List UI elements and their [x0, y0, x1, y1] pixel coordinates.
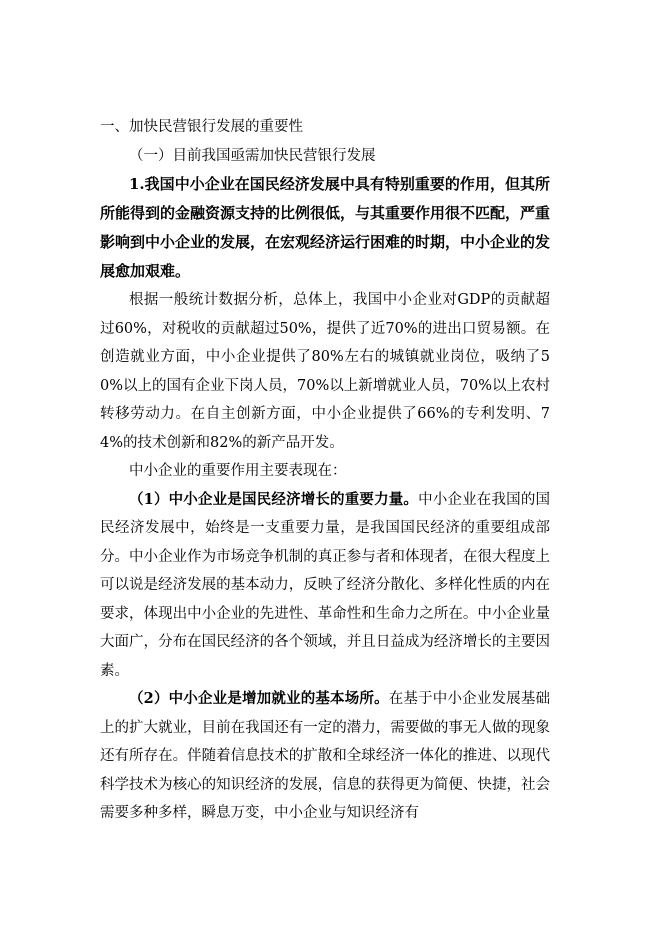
- point-1-paragraph: 1.我国中小企业在国民经济发展中具有特别重要的作用，但其所所能得到的金融资源支持的比例很低，与其重要作用很不匹配，严重影响到中小企业的发展，在宏观经济运行困难的时期，中小企业的发展愈加艰难。: [100, 175, 551, 280]
- item-2-lead: （2）中小企业是增加就业的基本场所。: [129, 690, 389, 707]
- item-2-body: 在基于中小企业发展基础上的扩大就业，目前在我国还有一定的潜力，需要做的事无人做的现象还有所存在。伴随着信息技术的扩散和全球经济一体化的推进、以现代科学技术为核心的知识经济的发展，信息的获得更为简便、快捷，社会需要多种多样，瞬息万变，中小企业与知识经济有: [100, 691, 551, 821]
- item-1-lead: （1）中小企业是国民经济增长的重要力量。: [129, 490, 419, 508]
- item-2-paragraph: [100, 685, 550, 828]
- item-1-paragraph: [100, 486, 550, 686]
- subsection-heading: （一）目前我国亟需加快民营银行发展: [129, 147, 376, 164]
- document-body: [100, 113, 550, 828]
- item-1-body: 中小企业在我国的国民经济发展中，始终是一支重要力量，是我国国民经济的重要组成部分。中小企业作为市场竞争机制的真正参与者和体现者，在很大程度上可以说是经济发展的基本动力，反映了经济分散化、多样化性质的内在要求，体现出中小企业的先进性、革命性和生命力之所在。中小企业量大面广，分布在国民经济的各个领域，并且日益成为经济增长的主要因素。: [100, 491, 550, 679]
- section-heading: 一、加快民营银行发展的重要性: [100, 119, 303, 135]
- statistics-paragraph: 根据一般统计数据分析，总体上，我国中小企业对GDP的贡献超过60%，对税收的贡献超过50%，提供了近70%的进出口贸易额。在创造就业方面，中小企业提供了80%左右的城镇就业岗位，吸纳了50%以上的国有企业下岗人员，70%以上新增就业人员，70%以上农村转移劳动力。在自主创新方面，中小企业提供了66%的专利发明、74%的技术创新和82%的新产品开发。: [100, 292, 550, 451]
- intro-paragraph: 中小企业的重要作用主要表现在：: [129, 463, 347, 479]
